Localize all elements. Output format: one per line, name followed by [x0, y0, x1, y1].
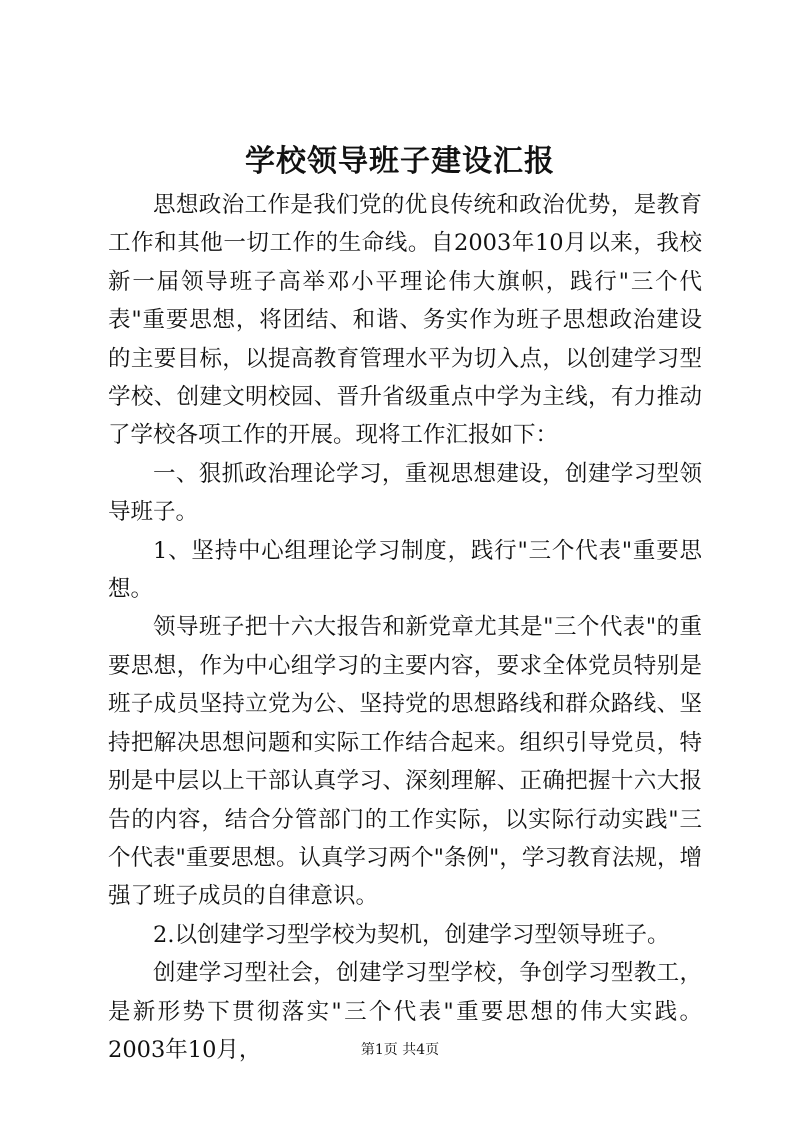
subsection-heading-2: 2.以创建学习型学校为契机，创建学习型领导班子。: [153, 921, 670, 948]
subsection-heading-1: 1、坚持中心组理论学习制度，践行"三个代表"重要思想。: [108, 537, 702, 603]
section-heading-1: 一、狠抓政治理论学习，重视思想建设，创建学习型领导班子。: [108, 460, 702, 526]
paragraph-subsection-1: 领导班子把十六大报告和新党章尤其是"三个代表"的重要思想，作为中心组学习的主要内容，要求全体党员特别是班子成员坚持立党为公、坚持党的思想路线和群众路线、坚持把解决思想问题和实际工作结合起来。组织引导党员，特别是中层以上干部认真学习、深刻理解、正确把握十六大报告的内容，结合分管部门的工作实际，以实际行动实践"三个代表"重要思想。认真学习两个"条例"，学习教育法规，增强了班子成员的自律意识。: [108, 614, 702, 910]
paragraph-subsection-2: 创建学习型社会，创建学习型学校，争创学习型教工，是新形势下贯彻落实"三个代表"重要思想的伟大实践。2003年10月，: [108, 960, 702, 1063]
page-footer: 第1页 共4页: [360, 1042, 440, 1058]
paragraph-intro: 思想政治工作是我们党的优良传统和政治优势，是教育工作和其他一切工作的生命线。自2003年10月以来，我校新一届领导班子高举邓小平理论伟大旗帜，践行"三个代表"重要思想，将团结、和谐、务实作为班子思想政治建设的主要目标，以提高教育管理水平为切入点，以创建学习型学校、创建文明校园、晋升省级重点中学为主线，有力推动了学校各项工作的开展。现将工作汇报如下：: [108, 192, 702, 449]
document-body: [108, 186, 702, 1069]
document-title: 学校领导班子建设汇报: [245, 144, 555, 179]
